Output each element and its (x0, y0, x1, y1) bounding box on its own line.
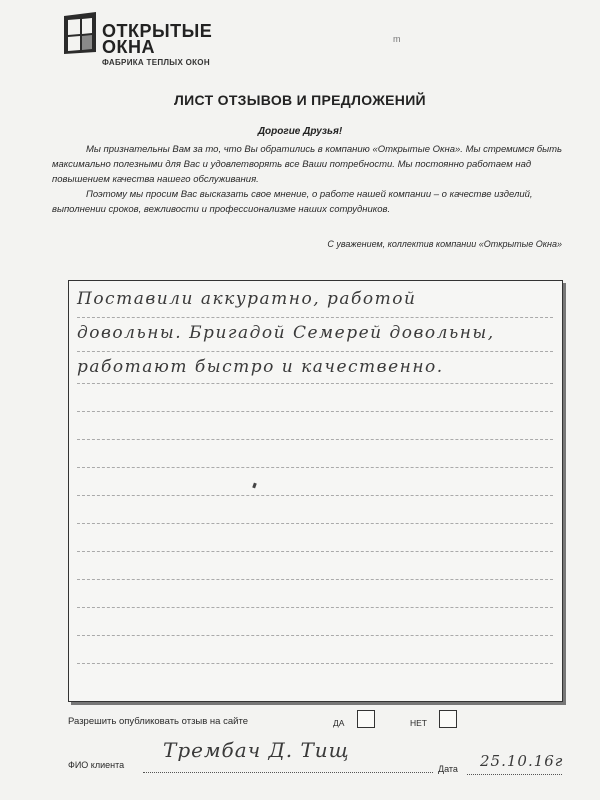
client-name-value: Трембач Д. Тищ (163, 738, 350, 762)
feedback-line-2: довольны. Бригадой Семерей довольны, (77, 323, 495, 343)
ruled-line (77, 317, 553, 319)
ruled-line (77, 635, 553, 637)
logo-tagline: ФАБРИКА ТЕПЛЫХ ОКОН (102, 58, 210, 67)
date-field[interactable] (467, 774, 562, 775)
company-logo (62, 12, 252, 68)
ruled-line (77, 351, 553, 353)
feedback-line-3: работают быстро и качественно. (77, 357, 444, 377)
logo-text-line2: ОКНА (102, 37, 155, 57)
client-name-label: ФИО клиента (68, 760, 125, 770)
publish-permission-label: Разрешить опубликовать отзыв на сайте (68, 716, 248, 727)
date-value: 25.10.16г (480, 752, 564, 770)
signoff: С уважением, коллектив компании «Открытые Окна» (327, 239, 562, 249)
ink-mark (252, 483, 257, 489)
feedback-line-1: Поставили аккуратно, работой (77, 289, 417, 309)
ruled-line (77, 579, 553, 581)
ruled-line (77, 663, 553, 665)
ruled-line (77, 495, 553, 497)
feedback-box[interactable] (68, 280, 563, 702)
no-checkbox[interactable] (439, 710, 457, 728)
ruled-line (77, 383, 553, 385)
page-title: ЛИСТ ОТЗЫВОВ И ПРЕДЛОЖЕНИЙ (174, 92, 426, 108)
logo-text-line1: ОТКРЫТЫЕ (102, 21, 213, 41)
intro-paragraph-2: Поэтому мы просим Вас высказать свое мнение, о работе нашей компании – о качестве изделий, выполнении сроков, вежливости и профессионализме наших сотрудников. (52, 189, 533, 215)
logo-window-icon (62, 12, 98, 54)
no-label: НЕТ (410, 718, 427, 728)
ruled-line (77, 439, 553, 441)
ruled-line (77, 411, 553, 413)
ruled-line (77, 467, 553, 469)
ruled-line (77, 523, 553, 525)
corner-mark: m (393, 34, 401, 44)
ruled-line (77, 551, 553, 553)
greeting: Дорогие Друзья! (257, 126, 343, 137)
yes-checkbox[interactable] (357, 710, 375, 728)
intro-paragraph-1: Мы признательны Вам за то, что Вы обратились в компанию «Открытые Окна». Мы стремимся быть максимально полезными для Вас и удовлетворять все Ваши потребности. Мы постоянно работаем над повышением качества нашего обслуживания. (52, 144, 563, 185)
intro-text (52, 142, 564, 217)
ruled-line (77, 607, 553, 609)
yes-label: ДА (333, 718, 345, 728)
client-name-field[interactable] (143, 772, 433, 773)
date-label: Дата (438, 764, 458, 774)
